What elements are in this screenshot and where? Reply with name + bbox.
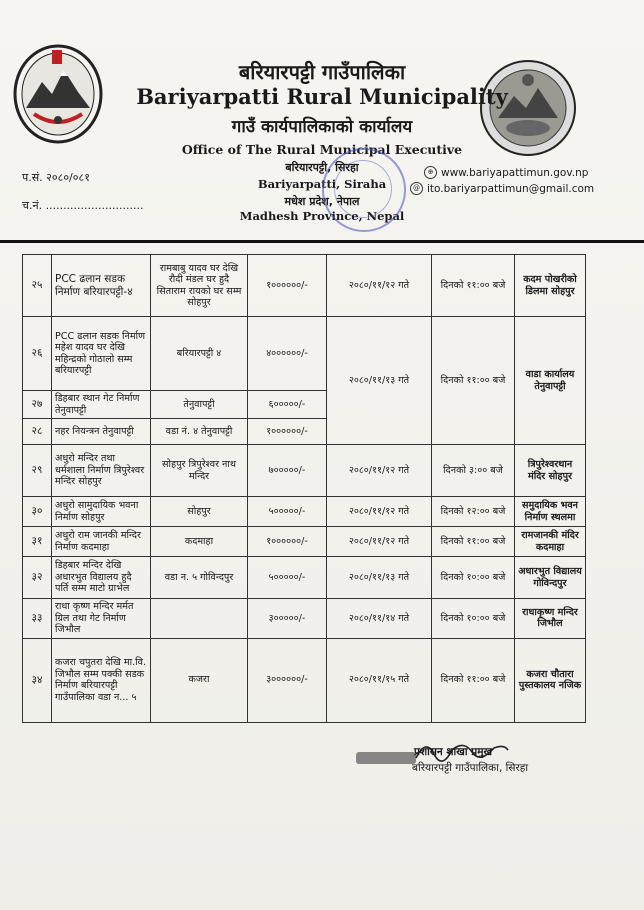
email-text[interactable]: ito.bariyarpattimun@gmail.com (427, 182, 595, 195)
work-cell: अधुरो राम जानकी मन्दिर निर्माण कदमाहा (52, 527, 151, 557)
place-cell: बरियारपट्टी ४ (151, 317, 248, 391)
time-cell: दिनको ११:०० बजे (432, 317, 515, 445)
amount-cell: १००००००/- (248, 419, 327, 445)
place-cell: वडा नं. ४ तेनुवापट्टी (151, 419, 248, 445)
date-cell: २०८०/११/१५ गते (327, 638, 432, 722)
serial-cell: ३४ (23, 638, 52, 722)
date-cell: २०८०/११/१२ गते (327, 445, 432, 497)
table-row (23, 599, 586, 639)
place-cell: वडा न. ५ गोविन्दपुर (151, 557, 248, 599)
date-cell: २०८०/११/१२ गते (327, 255, 432, 317)
office-title-english: Office of The Rural Municipal Executive (181, 142, 463, 157)
venue-cell: रामजानकी मंदिर कदमाहा (515, 527, 586, 557)
venue-cell: वाडा कार्यालय तेनुवापट्टी (515, 317, 586, 445)
serial-cell: २६ (23, 317, 52, 391)
table-row (23, 255, 586, 317)
date-cell: २०८०/११/१४ गते (327, 599, 432, 639)
time-cell: दिनको ११:०० बजे (432, 638, 515, 722)
amount-cell: ७०००००/- (248, 445, 327, 497)
amount-cell: १००००००/- (248, 255, 327, 317)
venue-cell: कदम पोखरीको डिलमा सोहपुर (515, 255, 586, 317)
dispatch-number: च.नं. ............................ (22, 199, 144, 212)
serial-cell: ३१ (23, 527, 52, 557)
table-row (23, 445, 586, 497)
works-table (22, 254, 586, 723)
amount-cell: ५०००००/- (248, 497, 327, 527)
office-title-nepali: गाउँ कार्यपालिकाको कार्यालय (231, 117, 413, 137)
website-line (424, 166, 588, 179)
amount-cell: ६०००००/- (248, 391, 327, 419)
table-row (23, 317, 586, 391)
address-nepali: बरियारपट्टी, सिरहा (285, 161, 359, 174)
work-cell: नहर नियन्त्रन तेनुवापट्टी (52, 419, 151, 445)
work-cell: कजरा चपुतरा देखि मा.वि. जिभौल सम्म पक्की सडक निर्माण बरियारपट्टी गाउँपालिका वडा न... ५ (52, 638, 151, 722)
venue-cell: राधाकृष्ण मन्दिर जिभौल (515, 599, 586, 639)
place-cell (151, 599, 248, 639)
amount-cell: १००००००/- (248, 527, 327, 557)
venue-cell: अधारभुत विद्यालय गोविन्दपुर (515, 557, 586, 599)
signatory-role: प्रशासन शाखा प्रमुख (414, 746, 493, 758)
serial-cell: ३३ (23, 599, 52, 639)
work-cell: अधुरो मन्दिर तथा धर्मशाला निर्माण त्रिपुरेश्वर मन्दिर सोहपुर (52, 445, 151, 497)
place-cell: कदमाहा (151, 527, 248, 557)
date-cell: २०८०/११/१३ गते (327, 317, 432, 445)
serial-cell: ३० (23, 497, 52, 527)
amount-cell: ३००००००/- (248, 638, 327, 722)
municipality-title-english: Bariyarpatti Rural Municipality (136, 84, 508, 109)
time-cell: दिनको ११:०० बजे (432, 255, 515, 317)
serial-cell: ३२ (23, 557, 52, 599)
place-cell: रामबाबु यादव घर देखि रौदी मंडल घर हुदै सिताराम रायको घर सम्म सोहपुर (151, 255, 248, 317)
work-cell: राधा कृष्ण मन्दिर मर्मत ग्रिल तथा गेट निर्माण जिभौल (52, 599, 151, 639)
place-cell: सोहपुर त्रिपुरेश्वर नाथ मन्दिर (151, 445, 248, 497)
serial-cell: २५ (23, 255, 52, 317)
amount-cell: ५०००००/- (248, 557, 327, 599)
email-line (410, 182, 594, 195)
signatory-office: बरियारपट्टी गाउँपालिका, सिरहा (412, 762, 529, 774)
time-cell: दिनको ११:०० बजे (432, 527, 515, 557)
table-row (23, 497, 586, 527)
table-row (23, 557, 586, 599)
time-cell: दिनको ३:०० बजे (432, 445, 515, 497)
work-cell: PCC ढलान सडक निर्माण बरियारपट्टी-४ (52, 255, 151, 317)
amount-cell: ३०००००/- (248, 599, 327, 639)
work-cell: अधुरो सामुदायिक भवना निर्माण सोहपुर (52, 497, 151, 527)
website-text[interactable]: www.bariyapattimun.gov.np (441, 166, 589, 179)
place-cell: कजरा (151, 638, 248, 722)
work-cell: डिहबार स्थान गेट निर्माण तेनुवापट्टी (52, 391, 151, 419)
header-divider (0, 240, 644, 243)
date-cell: २०८०/११/१२ गते (327, 527, 432, 557)
reference-number: प.सं. २०८०/०८१ (22, 171, 90, 184)
time-cell: दिनको १२:०० बजे (432, 497, 515, 527)
venue-cell: कजरा चौतारा पुस्तकालय नजिक (515, 638, 586, 722)
email-icon: @ (410, 182, 423, 195)
municipality-title-nepali: बरियारपट्टी गाउँपालिका (238, 60, 406, 84)
date-cell: २०८०/११/१२ गते (327, 497, 432, 527)
serial-cell: २७ (23, 391, 52, 419)
date-cell: २०८०/११/१३ गते (327, 557, 432, 599)
serial-cell: २९ (23, 445, 52, 497)
place-cell: सोहपुर (151, 497, 248, 527)
address-english: Bariyarpatti, Siraha (257, 177, 387, 191)
work-cell: डिहबार मन्दिर देखि अधारभुत विद्यालय हुदै पर्ति सम्म माटो ग्राभेल (52, 557, 151, 599)
table-row (23, 638, 586, 722)
venue-cell: समुदायिक भवन निर्माण स्थलमा (515, 497, 586, 527)
amount-cell: ४००००००/- (248, 317, 327, 391)
venue-cell: त्रिपुरेश्वरथान मंदिर सोहपुर (515, 445, 586, 497)
province-nepali: मधेश प्रदेश, नेपाल (284, 195, 360, 208)
table-row (23, 527, 586, 557)
work-cell: PCC ढलान सडक निर्माण महेश यादव घर देखि महिन्द्रको गोठालो सम्म बरियारपट्टी (52, 317, 151, 391)
time-cell: दिनको १०:०० बजे (432, 599, 515, 639)
serial-cell: २८ (23, 419, 52, 445)
place-cell: तेनुवापट्टी (151, 391, 248, 419)
globe-icon: ⊕ (424, 166, 437, 179)
official-stamp (322, 148, 406, 232)
province-english: Madhesh Province, Nepal (239, 209, 405, 223)
ink-smear (356, 752, 416, 764)
time-cell: दिनको १०:०० बजे (432, 557, 515, 599)
